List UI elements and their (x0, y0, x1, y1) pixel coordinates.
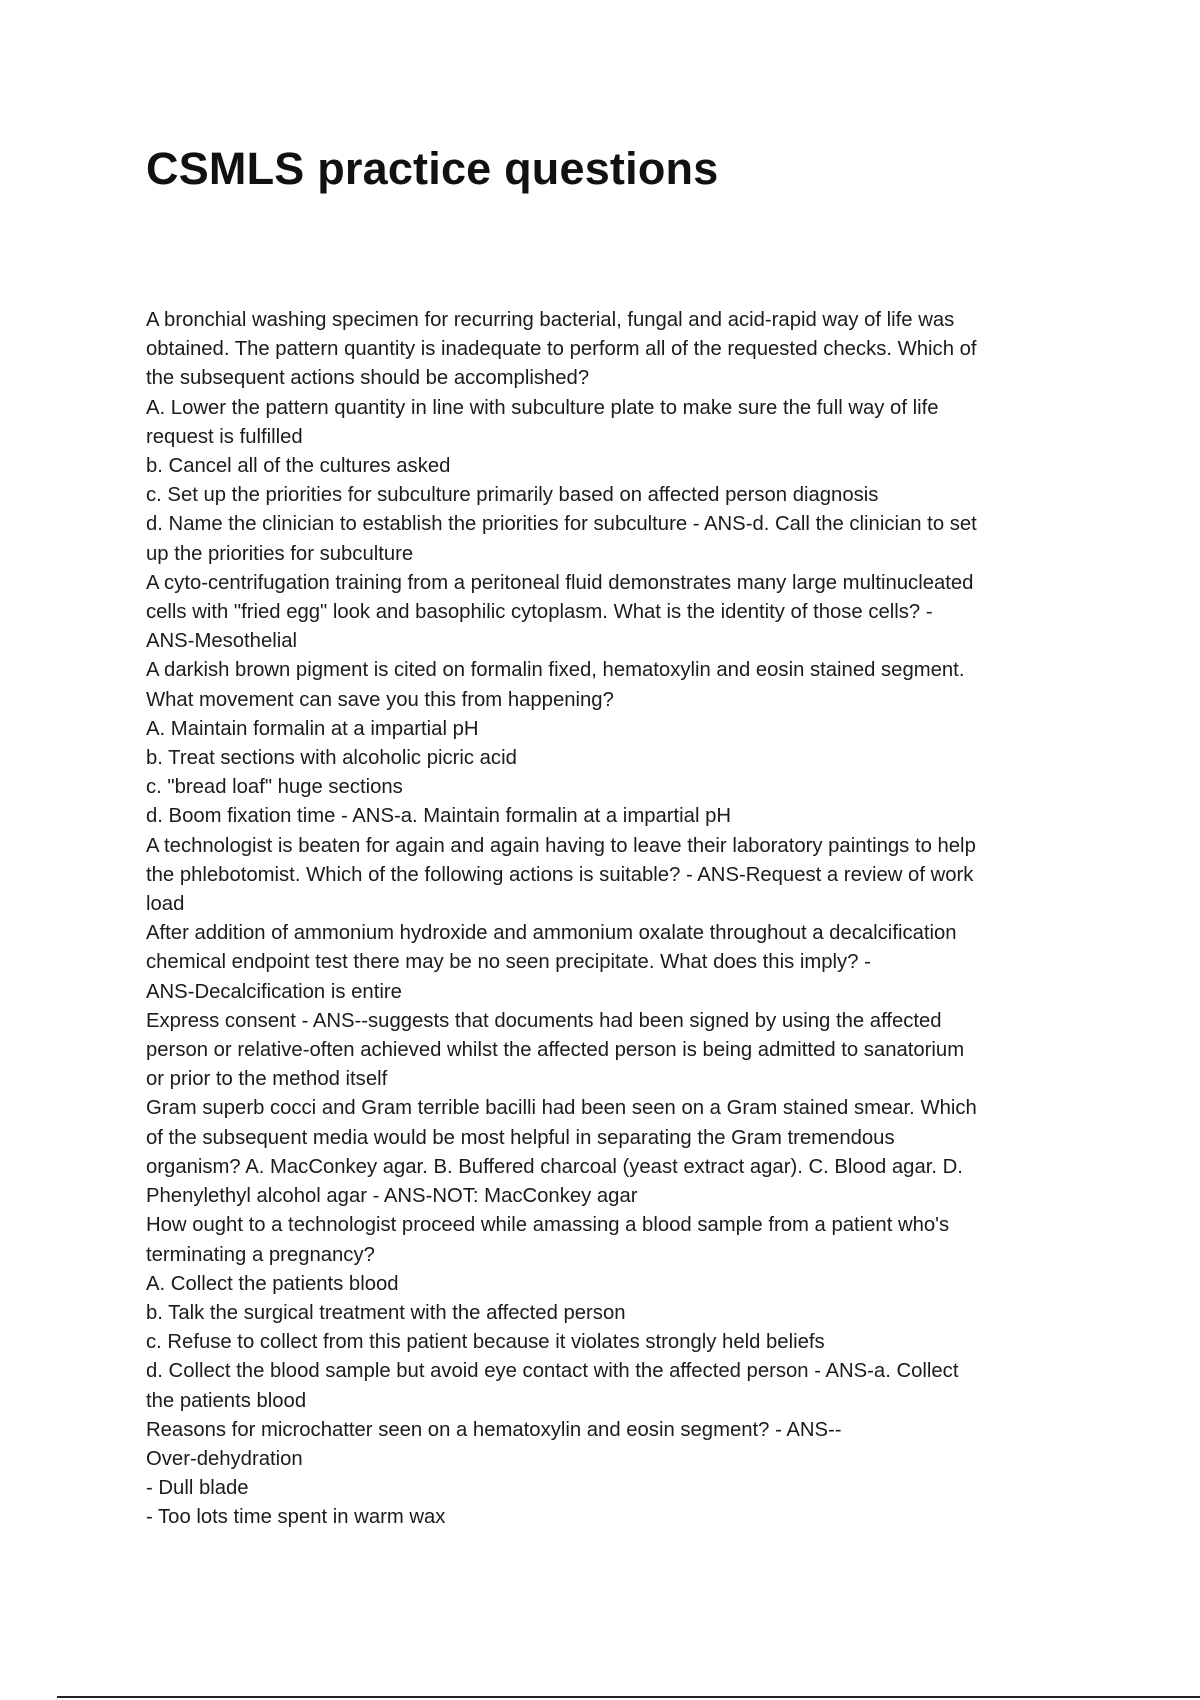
text-line: c. "bread loaf" huge sections (146, 776, 403, 799)
text-line: c. Set up the priorities for subculture primarily based on affected person diagnosis (146, 484, 879, 507)
text-line: person or relative-often achieved whilst the affected person is being admitted to sanatorium (146, 1039, 965, 1062)
text-line: A bronchial washing specimen for recurring bacterial, fungal and acid-rapid way of life was (146, 309, 955, 331)
text-line: A technologist is beaten for again and again having to leave their laboratory paintings to help (146, 834, 976, 857)
text-line: b. Cancel all of the cultures asked (146, 455, 451, 478)
text-line: the patients blood (146, 1389, 307, 1412)
text-line: - Dull blade (146, 1477, 249, 1500)
page-bottom-divider (57, 1696, 1200, 1698)
document-title: CSMLS practice questions (146, 143, 719, 194)
text-line: b. Talk the surgical treatment with the affected person (146, 1301, 626, 1324)
text-line: After addition of ammonium hydroxide and ammonium oxalate throughout a decalcification (146, 922, 957, 945)
text-line: the phlebotomist. Which of the following actions is suitable? - ANS-Request a review of work (146, 863, 974, 886)
text-line: Express consent - ANS--suggests that documents had been signed by using the affected (146, 1009, 942, 1032)
text-line: b. Treat sections with alcoholic picric acid (146, 747, 517, 770)
text-line: Reasons for microchatter seen on a hematoxylin and eosin segment? - ANS-- (146, 1418, 842, 1441)
text-line: d. Name the clinician to establish the priorities for subculture - ANS-d. Call the clinician to set (146, 513, 977, 536)
text-line: terminating a pregnancy? (146, 1243, 375, 1266)
text-line: request is fulfilled (146, 425, 303, 448)
text-line: A. Lower the pattern quantity in line with subculture plate to make sure the full way of life (146, 396, 939, 419)
text-line: - Too lots time spent in warm wax (146, 1506, 446, 1529)
text-line: How ought to a technologist proceed while amassing a blood sample from a patient who's (146, 1214, 950, 1237)
text-line: chemical endpoint test there may be no seen precipitate. What does this imply? - (146, 951, 871, 974)
text-line: up the priorities for subculture (146, 542, 414, 565)
text-line: cells with "fried egg" look and basophilic cytoplasm. What is the identity of those cells? - (146, 601, 933, 624)
text-line: ANS-Mesothelial (146, 630, 298, 653)
text-line: Phenylethyl alcohol agar - ANS-NOT: MacConkey agar (146, 1185, 638, 1208)
text-line: d. Boom fixation time - ANS-a. Maintain formalin at a impartial pH (146, 805, 732, 828)
text-line: A. Maintain formalin at a impartial pH (146, 717, 479, 740)
text-line: organism? A. MacConkey agar. B. Buffered charcoal (yeast extract agar). C. Blood agar. D. (146, 1155, 963, 1178)
text-line: A cyto-centrifugation training from a peritoneal fluid demonstrates many large multinucleated (146, 571, 974, 594)
text-line: Gram superb cocci and Gram terrible bacilli had been seen on a Gram stained smear. Which (146, 1097, 977, 1120)
text-line: d. Collect the blood sample but avoid eye contact with the affected person - ANS-a. Collect (146, 1360, 959, 1383)
text-line: of the subsequent media would be most helpful in separating the Gram tremendous (146, 1126, 895, 1149)
text-line: or prior to the method itself (146, 1068, 388, 1091)
text-line: Over-dehydration (146, 1447, 303, 1470)
text-line: What movement can save you this from happening? (146, 688, 614, 711)
text-line: load (146, 893, 185, 916)
document-body (146, 306, 1076, 1533)
text-line: obtained. The pattern quantity is inadequate to perform all of the requested checks. Which of (146, 338, 977, 361)
text-line: A darkish brown pigment is cited on formalin fixed, hematoxylin and eosin stained segment. (146, 659, 965, 682)
text-line: c. Refuse to collect from this patient because it violates strongly held beliefs (146, 1331, 825, 1354)
text-line: ANS-Decalcification is entire (146, 980, 402, 1003)
text-line: A. Collect the patients blood (146, 1272, 399, 1295)
text-line: the subsequent actions should be accomplished? (146, 367, 590, 390)
